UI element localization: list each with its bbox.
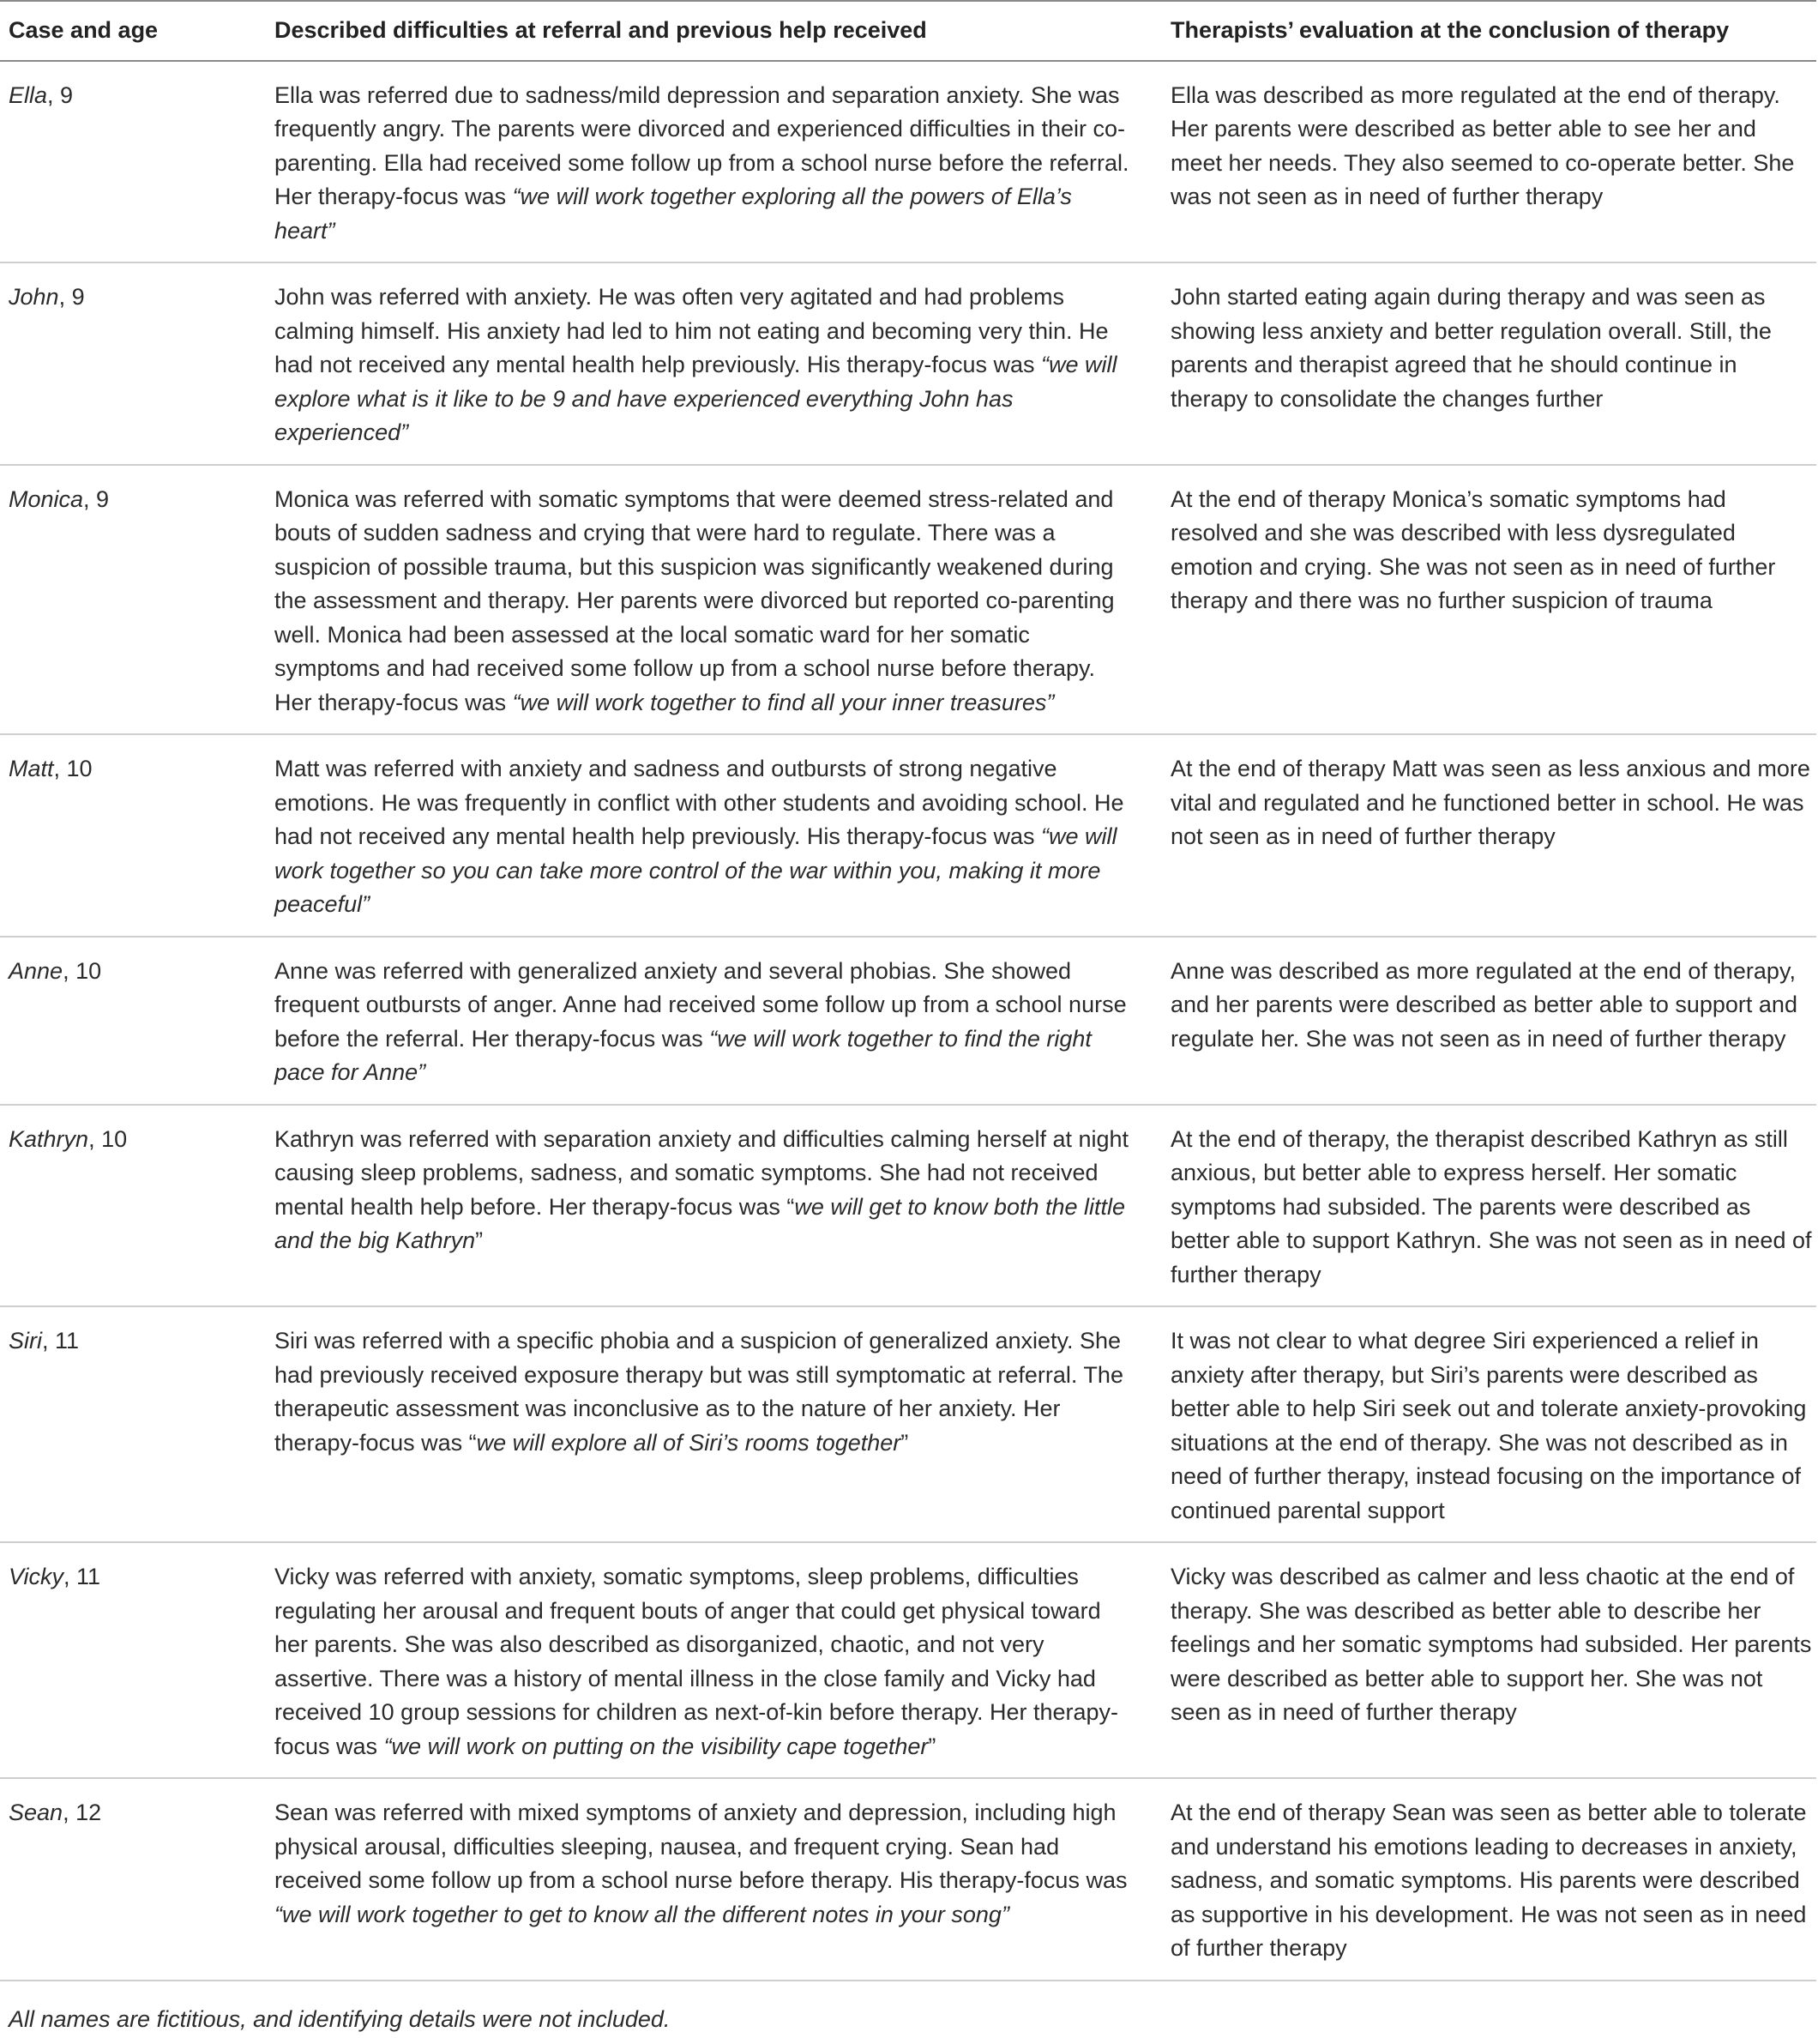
therapy-focus-quote: we will explore all of Siri’s rooms together: [476, 1429, 901, 1456]
case-age: , 10: [63, 957, 102, 984]
evaluation-cell: Vicky was described as calmer and less chaotic at the end of therapy. She was described as better able to describe her feelings and her somatic symptoms had subsided. Her parents were described as better able to support her. She was not seen as in need of further therapy: [1160, 1542, 1816, 1778]
case-name: Ella: [9, 81, 48, 108]
table-row: [0, 1105, 1816, 1307]
case-name: Vicky: [9, 1564, 64, 1589]
evaluation-cell: Ella was described as more regulated at the end of therapy. Her parents were described as better able to see her and meet her needs. They also seemed to co-operate better. She was not seen as in need of further therapy: [1160, 61, 1816, 263]
difficulties-cell: [264, 1105, 1160, 1307]
case-name: John: [9, 284, 59, 310]
table-row: [0, 1778, 1816, 1981]
table-row: [0, 734, 1816, 937]
table-row: [0, 1542, 1816, 1778]
header-difficulties: Described difficulties at referral and previous help received: [264, 1, 1160, 61]
difficulties-text: Monica was referred with somatic symptoms that were deemed stress-related and bouts of sudden sadness and crying that were hard to regulate. There was a suspicion of possible trauma, but this suspicion was significantly weakened during the assessment and therapy. Her parents were divorced but reported co-parenting well. Monica had been assessed at the local somatic ward for her somatic symptoms and had received some follow up from a school nurse before therapy. Her therapy-focus was: [274, 485, 1115, 715]
case-name: Siri: [9, 1328, 42, 1354]
case-name: Kathryn: [9, 1125, 89, 1152]
case-age: , 10: [53, 756, 93, 781]
difficulties-cell: [264, 262, 1160, 465]
difficulties-text: Anne was referred with generalized anxiety and several phobias. She showed frequent outbursts of anger. Anne had received some follow up from a school nurse before the referral. Her therapy-focus was: [274, 957, 1127, 1052]
case-and-age-cell: [0, 61, 264, 263]
difficulties-text-after: ”: [900, 1429, 909, 1456]
difficulties-cell: [264, 1306, 1160, 1542]
evaluation-cell: John started eating again during therapy and was seen as showing less anxiety and better regulation overall. Still, the parents and therapist agreed that he should continue in therapy to consolidate the changes further: [1160, 262, 1816, 465]
difficulties-cell: [264, 1778, 1160, 1981]
therapy-focus-quote: “we will work on putting on the visibility cape together: [383, 1733, 929, 1759]
case-age: , 9: [83, 485, 110, 512]
case-age: , 11: [42, 1328, 80, 1354]
table-header: [0, 1, 1816, 61]
difficulties-cell: [264, 61, 1160, 263]
case-and-age-cell: [0, 734, 264, 937]
therapy-focus-quote: we will get to know both the little and the big Kathryn: [274, 1193, 1126, 1253]
therapy-focus-quote: “we will work together to find all your inner treasures”: [512, 689, 1055, 715]
difficulties-cell: [264, 937, 1160, 1105]
case-age: , 10: [88, 1125, 128, 1152]
difficulties-text: Kathryn was referred with separation anxiety and difficulties calming herself at night causing sleep problems, sadness, and somatic symptoms. She had not received mental health help before. Her therapy-focus was “: [274, 1125, 1129, 1220]
evaluation-cell: At the end of therapy Sean was seen as better able to tolerate and understand his emotions leading to decreases in anxiety, sadness, and somatic symptoms. His parents were described as supportive in his development. He was not seen as in need of further therapy: [1160, 1778, 1816, 1981]
case-name: Sean: [9, 1800, 63, 1825]
case-age: , 12: [63, 1800, 102, 1825]
therapy-focus-quote: “we will explore what is it like to be 9 and have experienced everything John has experienced”: [274, 352, 1117, 445]
case-age: , 11: [63, 1564, 101, 1589]
therapy-focus-quote: “we will work together so you can take more control of the war within you, making it more peaceful”: [274, 823, 1117, 917]
table-row: [0, 465, 1816, 735]
case-and-age-cell: [0, 937, 264, 1105]
header-evaluation: Therapists’ evaluation at the conclusion of therapy: [1160, 1, 1816, 61]
case-age: , 9: [58, 284, 85, 310]
difficulties-text: Sean was referred with mixed symptoms of anxiety and depression, including high physical arousal, difficulties sleeping, nausea, and frequent crying. Sean had received some follow up from a school nurse before therapy. His therapy-focus was: [274, 1800, 1128, 1893]
case-and-age-cell: [0, 1778, 264, 1981]
difficulties-cell: [264, 465, 1160, 735]
evaluation-cell: At the end of therapy Monica’s somatic symptoms had resolved and she was described with less dysregulated emotion and crying. She was not seen as in need of further therapy and there was no further suspicion of trauma: [1160, 465, 1816, 735]
case-and-age-cell: [0, 1542, 264, 1778]
difficulties-text: Ella was referred due to sadness/mild depression and separation anxiety. She was frequently angry. The parents were divorced and experienced difficulties in their co-parenting. Ella had received some follow up from a school nurse before the referral. Her therapy-focus was: [274, 81, 1129, 209]
case-age: , 9: [47, 81, 74, 108]
case-and-age-cell: [0, 1306, 264, 1542]
difficulties-text: John was referred with anxiety. He was often very agitated and had problems calming himself. His anxiety had led to him not eating and becoming very thin. He had not received any mental health help previously. His therapy-focus was: [274, 284, 1109, 377]
therapy-focus-quote: “we will work together exploring all the powers of Ella’s heart”: [274, 184, 1072, 244]
header-row: [0, 1, 1816, 61]
evaluation-cell: It was not clear to what degree Siri experienced a relief in anxiety after therapy, but Siri’s parents were described as better able to help Siri seek out and tolerate anxiety-provoking situations at the end of therapy. She was not described as in need of further therapy, instead focusing on the importance of continued parental support: [1160, 1306, 1816, 1542]
evaluation-cell: At the end of therapy, the therapist described Kathryn as still anxious, but better able to express herself. Her somatic symptoms had subsided. The parents were described as better able to support Kathryn. She was not seen as in need of further therapy: [1160, 1105, 1816, 1307]
table-row: [0, 61, 1816, 263]
case-name: Anne: [9, 957, 63, 984]
case-and-age-cell: [0, 1105, 264, 1307]
difficulties-text-after: ”: [475, 1227, 484, 1253]
case-name: Matt: [9, 756, 54, 781]
table-row: [0, 1306, 1816, 1542]
table-row: [0, 262, 1816, 465]
header-case-and-age: Case and age: [0, 1, 264, 61]
case-name: Monica: [9, 485, 84, 512]
evaluation-cell: Anne was described as more regulated at the end of therapy, and her parents were described as better able to support and regulate her. She was not seen as in need of further therapy: [1160, 937, 1816, 1105]
table-footnote: All names are fictitious, and identifying details were not included.: [9, 2006, 671, 2032]
difficulties-text: Vicky was referred with anxiety, somatic symptoms, sleep problems, difficulties regulating her arousal and frequent bouts of anger that could get physical toward her parents. She was also described as disorganized, chaotic, and not very assertive. There was a history of mental illness in the close family and Vicky had received 10 group sessions for children as next-of-kin before therapy. Her therapy-focus was: [274, 1564, 1118, 1759]
difficulties-text: Matt was referred with anxiety and sadness and outbursts of strong negative emotions. He was frequently in conflict with other students and avoiding school. He had not received any mental health help previously. His therapy-focus was: [274, 756, 1124, 849]
table-row: [0, 937, 1816, 1105]
difficulties-text-after: ”: [928, 1733, 936, 1759]
case-and-age-cell: [0, 465, 264, 735]
difficulties-cell: [264, 734, 1160, 937]
difficulties-cell: [264, 1542, 1160, 1778]
case-and-age-cell: [0, 262, 264, 465]
therapy-focus-quote: “we will work together to get to know all the different notes in your song”: [274, 1901, 1009, 1927]
therapy-focus-quote: “we will work together to find the right pace for Anne”: [274, 1025, 1092, 1085]
evaluation-cell: At the end of therapy Matt was seen as less anxious and more vital and regulated and he functioned better in school. He was not seen as in need of further therapy: [1160, 734, 1816, 937]
table-body: [0, 61, 1816, 1981]
difficulties-text: Siri was referred with a specific phobia and a suspicion of generalized anxiety. She had previously received exposure therapy but was still symptomatic at referral. The therapeutic assessment was inconclusive as to the nature of her anxiety. Her therapy-focus was “: [274, 1328, 1123, 1456]
